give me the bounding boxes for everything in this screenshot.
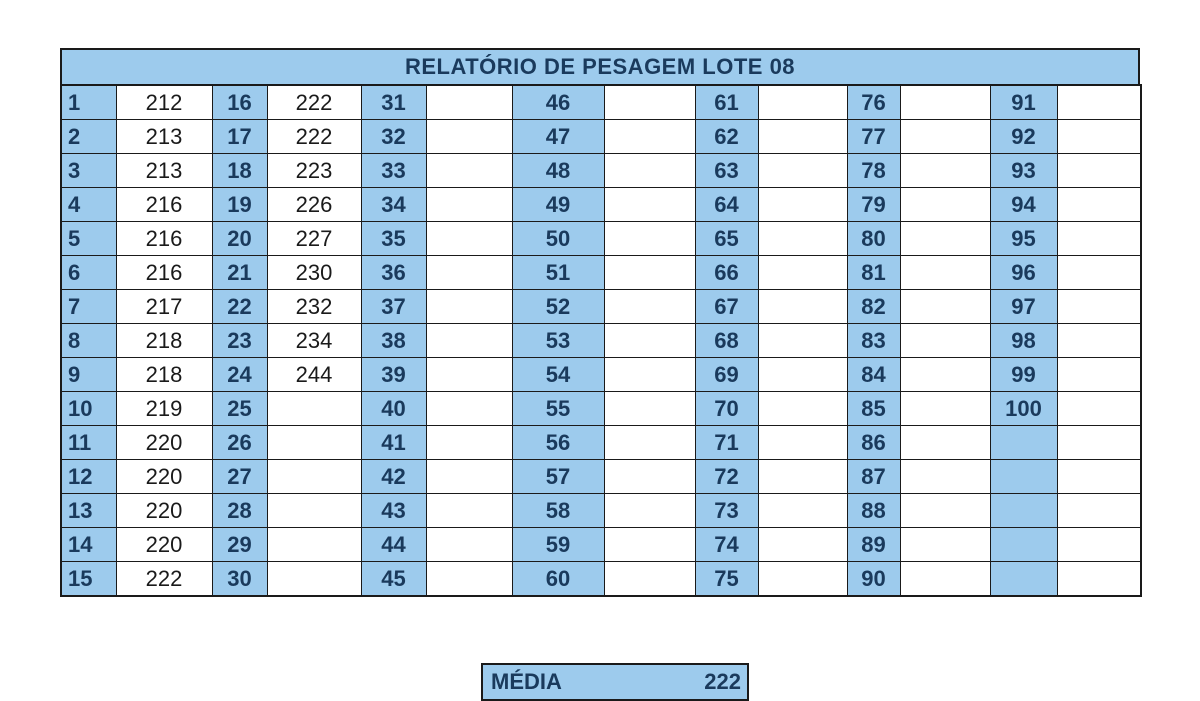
weight-cell: [900, 324, 990, 358]
weight-cell: [604, 494, 695, 528]
animal-number-cell: 36: [361, 256, 426, 290]
animal-number-cell: 90: [847, 562, 900, 597]
average-box: [481, 663, 749, 701]
weight-cell: 216: [116, 188, 212, 222]
weight-cell: [758, 222, 847, 256]
animal-number-cell: 74: [695, 528, 758, 562]
animal-number-cell: 80: [847, 222, 900, 256]
animal-number-cell: 40: [361, 392, 426, 426]
animal-number-cell: 18: [212, 154, 267, 188]
animal-number-cell: 56: [512, 426, 604, 460]
animal-number-cell: 67: [695, 290, 758, 324]
animal-number-cell: 66: [695, 256, 758, 290]
animal-number-cell: 73: [695, 494, 758, 528]
animal-number-cell: 61: [695, 85, 758, 120]
weight-cell: [900, 392, 990, 426]
weight-cell: [267, 494, 361, 528]
animal-number-cell: 37: [361, 290, 426, 324]
weight-cell: 220: [116, 494, 212, 528]
table-row: [61, 324, 1141, 358]
weight-cell: [758, 392, 847, 426]
animal-number-cell: 46: [512, 85, 604, 120]
animal-number-cell: 92: [990, 120, 1057, 154]
weight-cell: [426, 494, 512, 528]
weight-cell: [900, 222, 990, 256]
weight-cell: [426, 256, 512, 290]
weight-cell: [900, 120, 990, 154]
animal-number-cell: 98: [990, 324, 1057, 358]
weight-cell: [267, 426, 361, 460]
animal-number-cell: 26: [212, 426, 267, 460]
animal-number-cell: 38: [361, 324, 426, 358]
animal-number-cell: 1: [61, 85, 116, 120]
animal-number-cell: 22: [212, 290, 267, 324]
animal-number-cell: 21: [212, 256, 267, 290]
weight-cell: 220: [116, 460, 212, 494]
animal-number-cell: 71: [695, 426, 758, 460]
animal-number-cell: 13: [61, 494, 116, 528]
weight-cell: [1057, 528, 1141, 562]
weight-cell: 213: [116, 120, 212, 154]
weight-cell: [1057, 562, 1141, 597]
weight-cell: [604, 392, 695, 426]
table-row: [61, 528, 1141, 562]
table-row: [61, 358, 1141, 392]
animal-number-cell: 95: [990, 222, 1057, 256]
table-row: [61, 188, 1141, 222]
weight-cell: [758, 460, 847, 494]
weight-cell: [267, 460, 361, 494]
weight-cell: [604, 222, 695, 256]
weight-cell: 216: [116, 222, 212, 256]
weight-cell: [900, 494, 990, 528]
weight-cell: [426, 562, 512, 597]
animal-number-cell: 78: [847, 154, 900, 188]
weight-cell: [758, 85, 847, 120]
animal-number-cell: 51: [512, 256, 604, 290]
animal-number-cell: 11: [61, 426, 116, 460]
weight-cell: [900, 256, 990, 290]
animal-number-cell: 20: [212, 222, 267, 256]
animal-number-cell: 63: [695, 154, 758, 188]
animal-number-cell: 5: [61, 222, 116, 256]
animal-number-cell: 86: [847, 426, 900, 460]
table-row: [61, 256, 1141, 290]
weight-cell: [604, 120, 695, 154]
weighing-table: [60, 84, 1142, 597]
animal-number-cell: [990, 460, 1057, 494]
weight-cell: [900, 426, 990, 460]
animal-number-cell: 85: [847, 392, 900, 426]
weight-cell: 218: [116, 358, 212, 392]
weight-cell: [758, 120, 847, 154]
weight-cell: [900, 460, 990, 494]
weight-cell: [758, 494, 847, 528]
weight-cell: [267, 528, 361, 562]
weight-cell: [426, 392, 512, 426]
weight-cell: [604, 562, 695, 597]
animal-number-cell: 83: [847, 324, 900, 358]
weight-cell: [900, 85, 990, 120]
animal-number-cell: 96: [990, 256, 1057, 290]
animal-number-cell: 27: [212, 460, 267, 494]
animal-number-cell: 59: [512, 528, 604, 562]
animal-number-cell: 65: [695, 222, 758, 256]
weight-cell: 227: [267, 222, 361, 256]
animal-number-cell: 88: [847, 494, 900, 528]
animal-number-cell: 24: [212, 358, 267, 392]
weight-cell: [426, 528, 512, 562]
weight-cell: 226: [267, 188, 361, 222]
weight-cell: 218: [116, 324, 212, 358]
animal-number-cell: 25: [212, 392, 267, 426]
animal-number-cell: 23: [212, 324, 267, 358]
weight-cell: [758, 324, 847, 358]
weight-cell: [1057, 256, 1141, 290]
weight-cell: [426, 222, 512, 256]
animal-number-cell: 87: [847, 460, 900, 494]
weight-cell: [900, 188, 990, 222]
weighing-report: [60, 48, 1140, 694]
animal-number-cell: 39: [361, 358, 426, 392]
weight-cell: [1057, 494, 1141, 528]
table-row: [61, 154, 1141, 188]
weight-cell: 220: [116, 528, 212, 562]
animal-number-cell: 55: [512, 392, 604, 426]
weight-cell: [604, 188, 695, 222]
animal-number-cell: 34: [361, 188, 426, 222]
weight-cell: [1057, 392, 1141, 426]
weight-cell: 230: [267, 256, 361, 290]
animal-number-cell: 58: [512, 494, 604, 528]
animal-number-cell: 79: [847, 188, 900, 222]
weight-cell: [900, 290, 990, 324]
weight-cell: [758, 154, 847, 188]
animal-number-cell: 41: [361, 426, 426, 460]
animal-number-cell: 100: [990, 392, 1057, 426]
weight-cell: [900, 562, 990, 597]
animal-number-cell: 3: [61, 154, 116, 188]
animal-number-cell: 15: [61, 562, 116, 597]
weight-cell: [604, 528, 695, 562]
animal-number-cell: 6: [61, 256, 116, 290]
animal-number-cell: 77: [847, 120, 900, 154]
weight-cell: 244: [267, 358, 361, 392]
animal-number-cell: 70: [695, 392, 758, 426]
weight-cell: 212: [116, 85, 212, 120]
weight-cell: [758, 358, 847, 392]
weight-cell: [604, 324, 695, 358]
animal-number-cell: 4: [61, 188, 116, 222]
animal-number-cell: 68: [695, 324, 758, 358]
weight-cell: [1057, 290, 1141, 324]
animal-number-cell: 32: [361, 120, 426, 154]
weight-cell: [758, 528, 847, 562]
animal-number-cell: 30: [212, 562, 267, 597]
weight-cell: [267, 392, 361, 426]
report-title: RELATÓRIO DE PESAGEM LOTE 08: [60, 48, 1140, 86]
weight-cell: [1057, 358, 1141, 392]
weight-cell: 216: [116, 256, 212, 290]
weight-cell: 217: [116, 290, 212, 324]
animal-number-cell: 28: [212, 494, 267, 528]
weight-cell: [758, 562, 847, 597]
weight-cell: 220: [116, 426, 212, 460]
weight-cell: [1057, 120, 1141, 154]
animal-number-cell: 29: [212, 528, 267, 562]
animal-number-cell: 42: [361, 460, 426, 494]
weight-cell: [1057, 188, 1141, 222]
animal-number-cell: [990, 494, 1057, 528]
weight-cell: [900, 528, 990, 562]
animal-number-cell: 49: [512, 188, 604, 222]
weight-cell: [758, 188, 847, 222]
weight-cell: [900, 154, 990, 188]
animal-number-cell: 8: [61, 324, 116, 358]
animal-number-cell: 45: [361, 562, 426, 597]
weight-cell: 223: [267, 154, 361, 188]
animal-number-cell: 53: [512, 324, 604, 358]
animal-number-cell: 19: [212, 188, 267, 222]
weight-cell: [604, 290, 695, 324]
animal-number-cell: 60: [512, 562, 604, 597]
table-row: [61, 460, 1141, 494]
animal-number-cell: 14: [61, 528, 116, 562]
weight-cell: [267, 562, 361, 597]
weight-cell: [604, 460, 695, 494]
weight-cell: 234: [267, 324, 361, 358]
animal-number-cell: 7: [61, 290, 116, 324]
animal-number-cell: 52: [512, 290, 604, 324]
animal-number-cell: 82: [847, 290, 900, 324]
weight-cell: [1057, 324, 1141, 358]
weight-cell: [604, 85, 695, 120]
weight-cell: [1057, 154, 1141, 188]
table-row: [61, 562, 1141, 597]
table-row: [61, 222, 1141, 256]
animal-number-cell: 44: [361, 528, 426, 562]
animal-number-cell: 75: [695, 562, 758, 597]
weight-cell: [1057, 222, 1141, 256]
weight-cell: [426, 154, 512, 188]
animal-number-cell: 69: [695, 358, 758, 392]
animal-number-cell: 10: [61, 392, 116, 426]
weight-cell: [758, 290, 847, 324]
animal-number-cell: [990, 562, 1057, 597]
animal-number-cell: 12: [61, 460, 116, 494]
weight-cell: [1057, 85, 1141, 120]
weight-cell: [426, 358, 512, 392]
table-row: [61, 426, 1141, 460]
weight-cell: [1057, 460, 1141, 494]
animal-number-cell: 43: [361, 494, 426, 528]
animal-number-cell: 54: [512, 358, 604, 392]
weight-cell: [426, 120, 512, 154]
weight-cell: [758, 256, 847, 290]
weight-cell: [426, 324, 512, 358]
animal-number-cell: 35: [361, 222, 426, 256]
weight-cell: [426, 85, 512, 120]
animal-number-cell: 2: [61, 120, 116, 154]
table-row: [61, 85, 1141, 120]
animal-number-cell: 94: [990, 188, 1057, 222]
table-row: [61, 290, 1141, 324]
animal-number-cell: 64: [695, 188, 758, 222]
weight-cell: 232: [267, 290, 361, 324]
animal-number-cell: 57: [512, 460, 604, 494]
animal-number-cell: 47: [512, 120, 604, 154]
average-value: 222: [704, 669, 741, 694]
animal-number-cell: 76: [847, 85, 900, 120]
weight-cell: [426, 426, 512, 460]
animal-number-cell: 48: [512, 154, 604, 188]
animal-number-cell: 97: [990, 290, 1057, 324]
weight-cell: [604, 256, 695, 290]
weight-cell: [426, 290, 512, 324]
weight-cell: [604, 426, 695, 460]
weight-cell: 222: [267, 85, 361, 120]
animal-number-cell: 50: [512, 222, 604, 256]
animal-number-cell: 72: [695, 460, 758, 494]
table-row: [61, 494, 1141, 528]
animal-number-cell: 91: [990, 85, 1057, 120]
weight-cell: [426, 460, 512, 494]
table-row: [61, 120, 1141, 154]
table-row: [61, 392, 1141, 426]
weight-cell: [1057, 426, 1141, 460]
animal-number-cell: [990, 528, 1057, 562]
average-label: MÉDIA: [491, 669, 562, 694]
weight-cell: [426, 188, 512, 222]
animal-number-cell: 9: [61, 358, 116, 392]
weight-cell: 213: [116, 154, 212, 188]
animal-number-cell: [990, 426, 1057, 460]
weight-cell: [900, 358, 990, 392]
animal-number-cell: 93: [990, 154, 1057, 188]
animal-number-cell: 16: [212, 85, 267, 120]
weight-cell: [758, 426, 847, 460]
animal-number-cell: 62: [695, 120, 758, 154]
animal-number-cell: 84: [847, 358, 900, 392]
animal-number-cell: 99: [990, 358, 1057, 392]
weight-cell: 222: [267, 120, 361, 154]
animal-number-cell: 89: [847, 528, 900, 562]
animal-number-cell: 31: [361, 85, 426, 120]
weight-cell: [604, 154, 695, 188]
animal-number-cell: 17: [212, 120, 267, 154]
animal-number-cell: 33: [361, 154, 426, 188]
animal-number-cell: 81: [847, 256, 900, 290]
weight-cell: [604, 358, 695, 392]
weight-cell: 219: [116, 392, 212, 426]
weight-cell: 222: [116, 562, 212, 597]
